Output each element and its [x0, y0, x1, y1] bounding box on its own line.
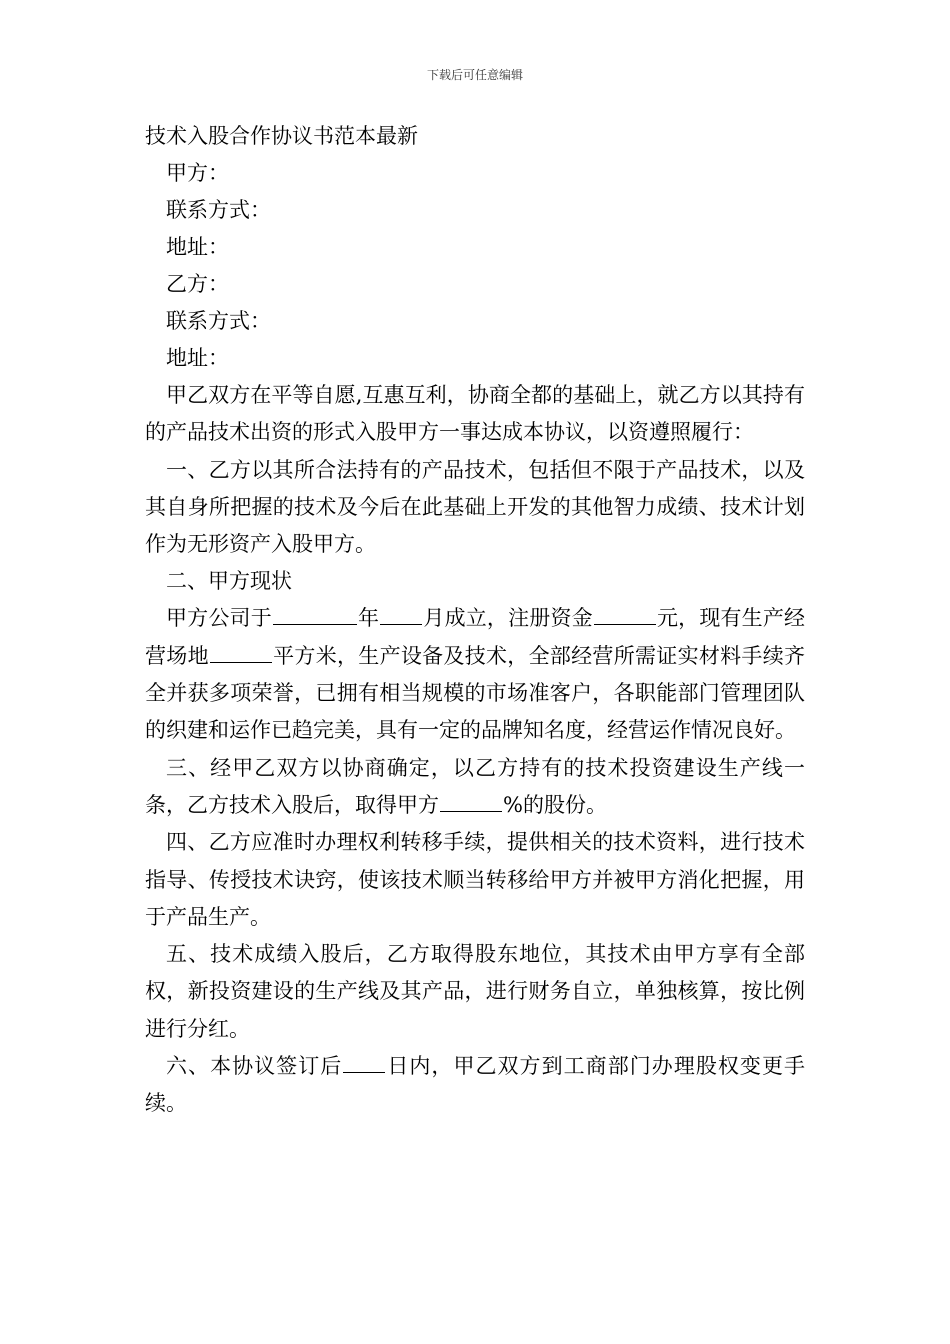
- clause-2-text-2: 年: [357, 606, 380, 631]
- share-percent-blank: [440, 789, 502, 812]
- clause-2-heading: 二、甲方现状: [166, 569, 292, 594]
- clause-2-text-1: 甲方公司于: [166, 606, 272, 631]
- party-b-label: 乙方：: [166, 272, 229, 296]
- party-a-address: 地址：: [166, 235, 229, 259]
- clause-3-text-1: 三、经甲乙双方以协商确定，以乙方持有的技术投资建设生产线一条，乙方技术入股后，取得甲方: [145, 755, 805, 817]
- area-blank: [210, 640, 272, 663]
- clause-2-text-4: 元，现有生产经营场地: [145, 606, 806, 668]
- clause-2-text-5: 平方米，生产设备及技术，全部经营所需证实材料手续齐全并获多项荣誉，已拥有相当规模的市场准客户，各职能部门管理团队的织建和运作已趋完美，具有一定的品牌知名度，经营运作情况良好。: [145, 643, 805, 743]
- clause-3: [145, 750, 805, 825]
- clause-6-text-2: 日内，甲乙双方到工商部门办理股权变更手续。: [145, 1054, 805, 1116]
- capital-blank: [594, 602, 656, 625]
- document-body: [145, 118, 805, 1123]
- clause-4: 四、乙方应准时办理权利转移手续，提供相关的技术资料，进行技术指导、传授技术诀窍，使该技术顺当转移给甲方并被甲方消化把握，用于产品生产。: [145, 830, 805, 929]
- clause-3-text-2: %的股份。: [503, 792, 607, 817]
- clause-5: 五、技术成绩入股后，乙方取得股东地位，其技术由甲方享有全部权，新投资建设的生产线及其产品，进行财务自立，单独核算，按比例进行分红。: [145, 942, 805, 1041]
- month-blank: [380, 602, 422, 625]
- clause-6: [145, 1048, 805, 1123]
- party-a-contact: 联系方式：: [166, 198, 271, 222]
- party-b-contact: 联系方式：: [166, 309, 271, 333]
- clause-6-text-1: 六、本协议签订后: [166, 1054, 343, 1079]
- year-blank: [273, 602, 357, 625]
- party-a-label: 甲方：: [166, 161, 229, 185]
- clause-2-text-3: 月成立，注册资金: [423, 606, 593, 631]
- intro-paragraph: 甲乙双方在平等自愿,互惠互利，协商全都的基础上，就乙方以其持有的产品技术出资的形式入股甲方一事达成本协议，以资遵照履行：: [145, 383, 805, 445]
- clause-1: 一、乙方以其所合法持有的产品技术，包括但不限于产品技术，以及其自身所把握的技术及今后在此基础上开发的其他智力成绩、技术计划作为无形资产入股甲方。: [145, 457, 805, 557]
- header-note: 下载后可任意编辑: [426, 68, 523, 82]
- clause-2: [145, 600, 805, 749]
- document-title: 技术入股合作协议书范本最新: [145, 124, 418, 148]
- party-b-address: 地址：: [166, 346, 229, 370]
- days-blank: [343, 1050, 385, 1073]
